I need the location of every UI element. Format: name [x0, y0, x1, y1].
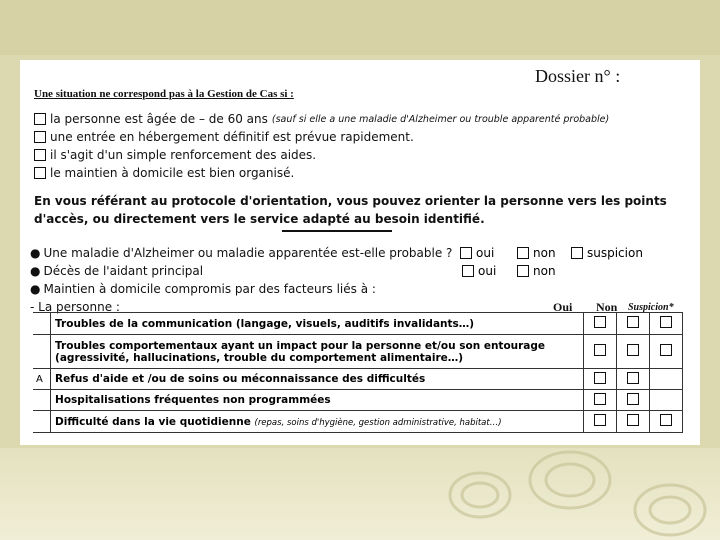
personne-label: - La personne :: [30, 300, 120, 314]
condition-item: [34, 130, 414, 144]
dossier-number-label: Dossier n° :: [535, 66, 621, 86]
condition-text: le maintien à domicile est bien organisé.: [50, 166, 295, 180]
checkbox[interactable]: [34, 149, 46, 161]
condition-item: [34, 112, 609, 126]
suspicion-checkbox[interactable]: [660, 344, 672, 356]
oui-checkbox[interactable]: [594, 393, 606, 405]
condition-item: [34, 166, 294, 180]
instructions-line-1: En vous référant au protocole d'orientation, vous pouvez orienter la personne vers les points: [34, 194, 667, 208]
option-label: suspicion: [587, 246, 643, 260]
bullet-text: Décès de l'aidant principal: [43, 264, 204, 278]
row-mark: [33, 411, 51, 433]
condition-text: une entrée en hébergement définitif est prévue rapidement.: [50, 130, 414, 144]
row-mark: [33, 313, 51, 335]
checkbox[interactable]: [34, 113, 46, 125]
form-heading: Une situation ne correspond pas à la Gestion de Cas si :: [34, 88, 294, 100]
oui-checkbox[interactable]: [594, 344, 606, 356]
column-oui: Oui: [553, 300, 573, 314]
condition-text: la personne est âgée de – de 60 ans: [50, 112, 268, 126]
bullet-maintien: [30, 282, 376, 296]
bullet-icon: ●: [30, 264, 41, 278]
non-checkbox[interactable]: [627, 316, 639, 328]
bullet-text: Maintien à domicile compromis par des facteurs liés à :: [43, 282, 376, 296]
table-row: [33, 313, 683, 335]
checkbox[interactable]: [34, 131, 46, 143]
alzheimer-suspicion-option[interactable]: [571, 246, 643, 260]
row-label: Refus d'aide et /ou de soins ou méconnaissance des difficultés: [51, 369, 584, 390]
row-note: (repas, soins d'hygiène, gestion administrative, habitat…): [254, 417, 502, 428]
instructions-line-2: d'accès, ou directement vers le service adapté au besoin identifié.: [34, 212, 485, 226]
bullet-icon: ●: [30, 282, 41, 296]
row-label: Hospitalisations fréquentes non programmées: [51, 390, 584, 411]
row-mark: [33, 390, 51, 411]
suspicion-checkbox[interactable]: [660, 414, 672, 426]
bullet-deces: [30, 264, 203, 278]
option-label: non: [533, 264, 556, 278]
table-row: [33, 369, 683, 390]
row-label: Difficulté dans la vie quotidienne (repas, soins d'hygiène, gestion administrative, habitat…): [51, 411, 584, 433]
suspicion-checkbox[interactable]: [660, 316, 672, 328]
oui-checkbox[interactable]: [594, 414, 606, 426]
checkbox[interactable]: [517, 265, 529, 277]
alzheimer-oui-option[interactable]: [460, 246, 494, 260]
deces-non-option[interactable]: [517, 264, 556, 278]
row-mark: [33, 335, 51, 369]
condition-item: [34, 148, 316, 162]
bullet-icon: ●: [30, 246, 41, 260]
decorative-swirl-icon: [420, 440, 720, 540]
row-label: Troubles de la communication (langage, visuels, auditifs invalidants…): [51, 313, 584, 335]
deces-oui-option[interactable]: [462, 264, 496, 278]
checkbox[interactable]: [517, 247, 529, 259]
scanned-form: [20, 60, 700, 445]
oui-checkbox[interactable]: [594, 316, 606, 328]
option-label: oui: [478, 264, 497, 278]
column-non: Non: [596, 300, 618, 314]
checkbox[interactable]: [34, 167, 46, 179]
bullet-text: Une maladie d'Alzheimer ou maladie apparentée est-elle probable ?: [43, 246, 453, 260]
row-mark: A: [33, 369, 51, 390]
non-checkbox[interactable]: [627, 344, 639, 356]
condition-note: (sauf si elle a une maladie d'Alzheimer ou trouble apparenté probable): [271, 113, 610, 125]
table-row: [33, 411, 683, 433]
table-row: [33, 390, 683, 411]
checkbox[interactable]: [460, 247, 472, 259]
checkbox[interactable]: [571, 247, 583, 259]
table-row: [33, 335, 683, 369]
handwritten-underline: [282, 230, 392, 232]
alzheimer-non-option[interactable]: [517, 246, 556, 260]
option-label: oui: [476, 246, 495, 260]
condition-text: il s'agit d'un simple renforcement des aides.: [50, 148, 317, 162]
oui-checkbox[interactable]: [594, 372, 606, 384]
non-checkbox[interactable]: [627, 393, 639, 405]
bullet-alzheimer: [30, 246, 452, 260]
option-label: non: [533, 246, 556, 260]
non-checkbox[interactable]: [627, 414, 639, 426]
factors-table: [33, 312, 683, 433]
non-checkbox[interactable]: [627, 372, 639, 384]
slide-top-band: [0, 0, 720, 55]
checkbox[interactable]: [462, 265, 474, 277]
column-suspicion: Suspicion*: [628, 302, 674, 313]
row-label: Troubles comportementaux ayant un impact pour la personne et/ou son entourage (agressivité, hallucinations, trouble du comportement alimentaire…): [51, 335, 584, 369]
